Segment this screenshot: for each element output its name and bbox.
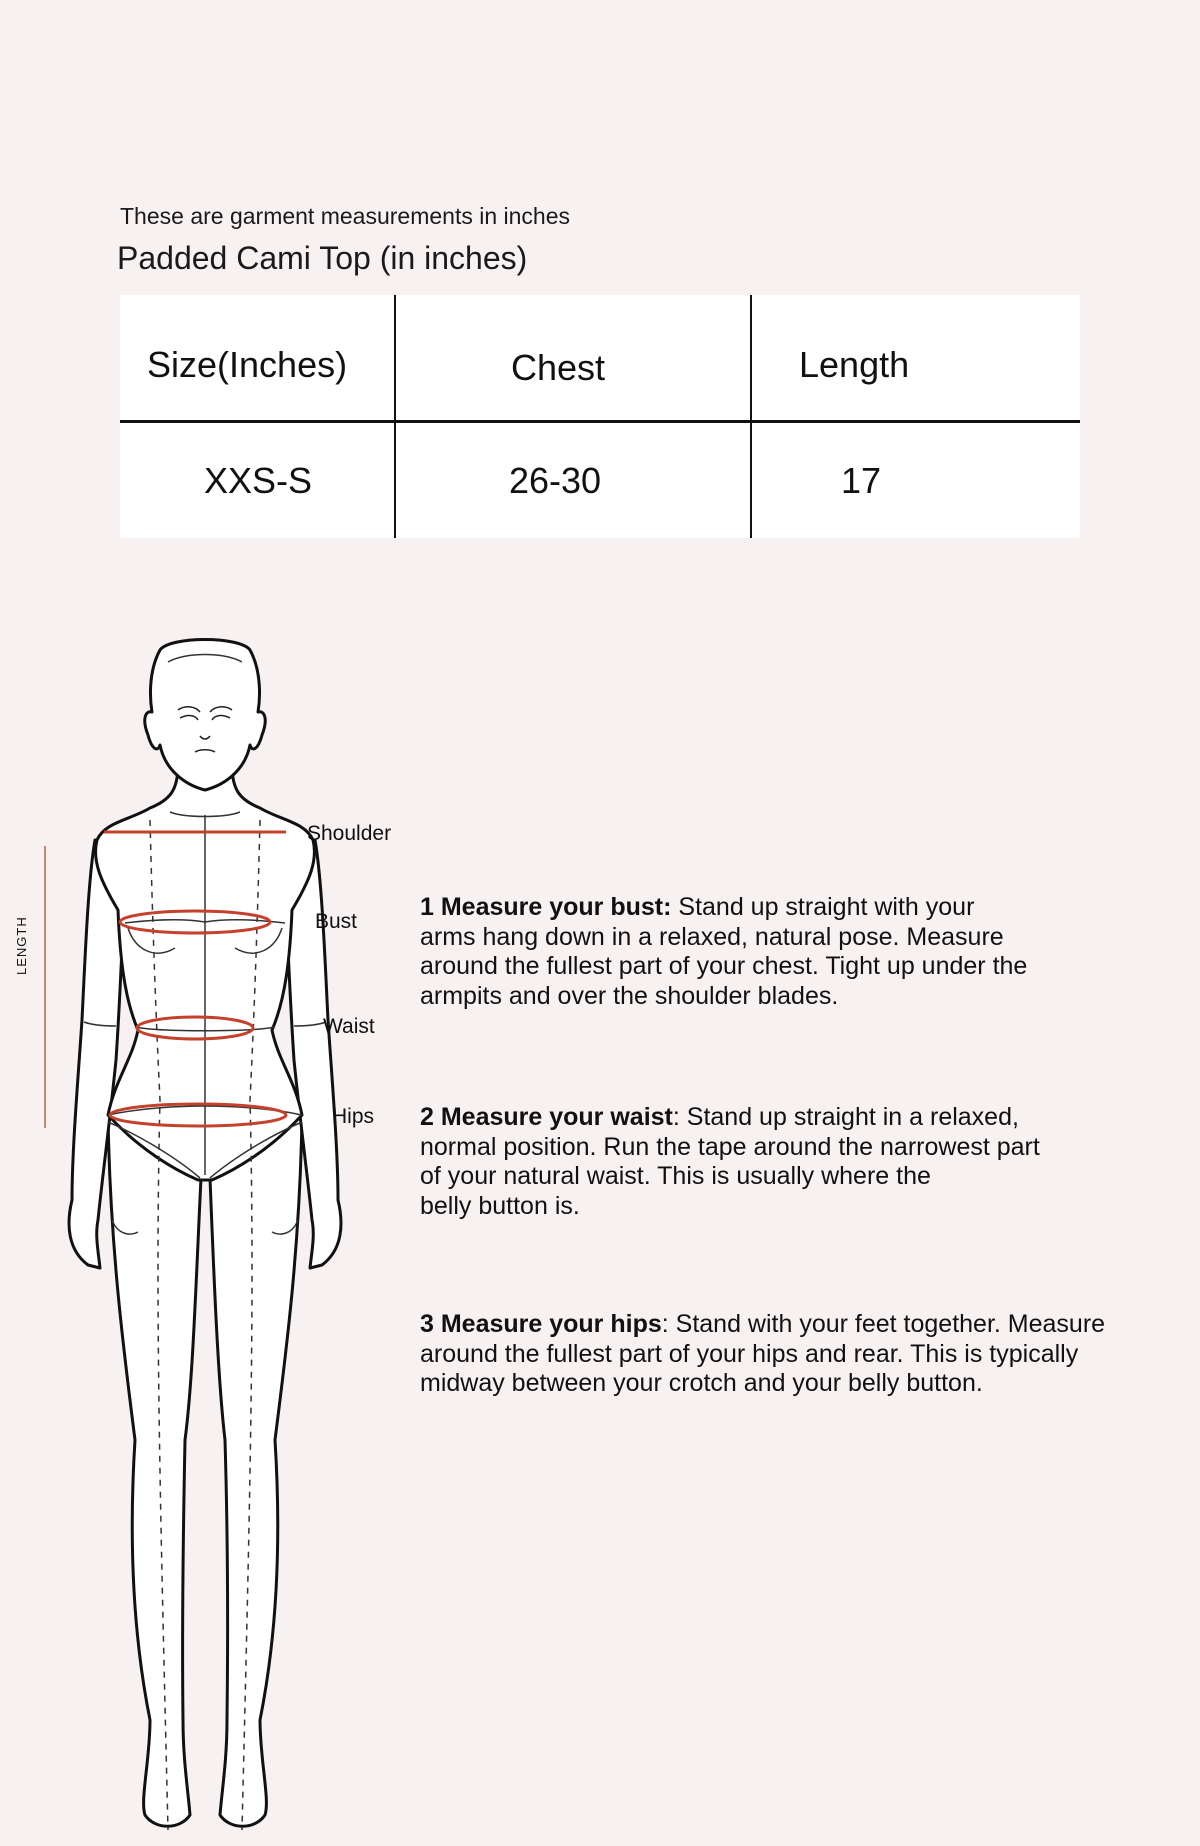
- instruction-waist: 2 Measure your waist: Stand up straight in a relaxed, normal position. Run the tape around the narrowest part of your natural waist. This is usually where the belly button is.: [420, 1103, 1040, 1220]
- column-header-chest: Chest: [395, 295, 751, 422]
- instruction-hips: 3 Measure your hips: Stand with your feet together. Measure around the fullest part of your hips and rear. This is typically midway between your crotch and your belly button.: [420, 1310, 1106, 1397]
- table-row: [120, 422, 1080, 539]
- label-shoulder: Shoulder: [307, 822, 392, 845]
- body-figure-illustration: [0, 630, 420, 1846]
- cell-size: XXS-S: [204, 459, 313, 501]
- instruction-heading: 1 Measure your bust:: [420, 893, 672, 921]
- table-header-row: [120, 295, 1080, 422]
- cell-chest: 26-30: [395, 422, 751, 539]
- column-header-size: Size(Inches): [120, 295, 395, 422]
- size-table: [120, 295, 1080, 538]
- label-hips: Hips: [332, 1105, 375, 1128]
- product-title: Padded Cami Top (in inches): [117, 240, 528, 276]
- column-header-length: Length: [751, 295, 1080, 422]
- instruction-heading: 2 Measure your waist: [420, 1103, 673, 1131]
- cell-length: 17: [751, 422, 1080, 539]
- instruction-heading: 3 Measure your hips: [420, 1310, 662, 1338]
- label-waist: Waist: [323, 1015, 375, 1038]
- label-bust: Bust: [315, 910, 358, 933]
- length-label: LENGTH: [14, 916, 29, 975]
- garment-note: These are garment measurements in inches: [120, 203, 570, 229]
- instruction-bust: 1 Measure your bust: Stand up straight with your arms hang down in a relaxed, natural pose. Measure around the fullest part of your chest. Tight up under the armpits and over the shoulder blades.: [420, 893, 1028, 1010]
